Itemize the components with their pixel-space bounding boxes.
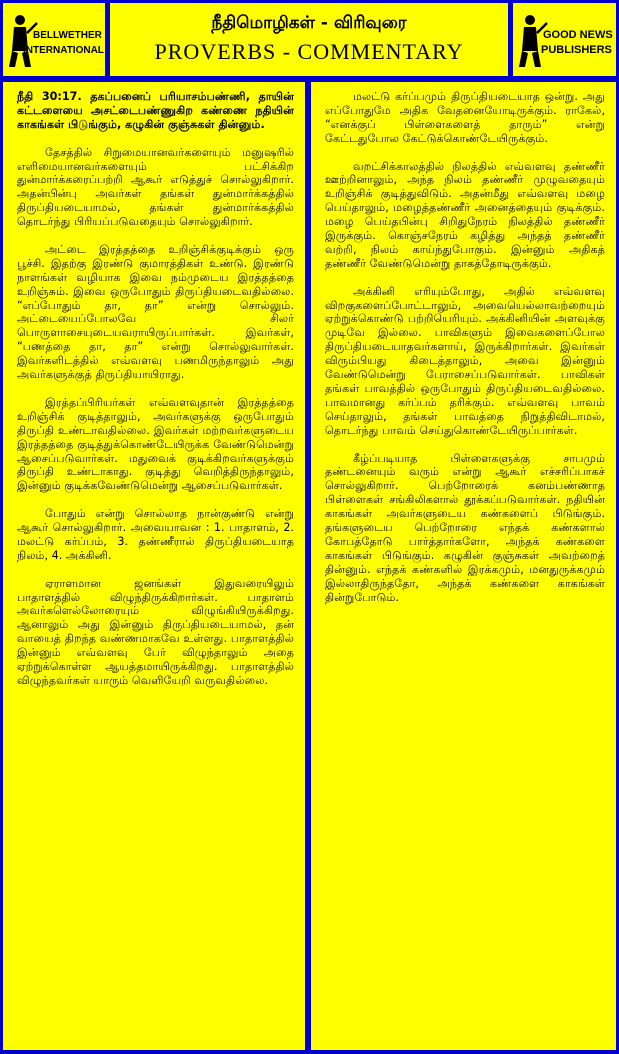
left-column [3,82,305,1050]
page-header [110,3,508,76]
bellwether-line1: BELLWETHER [33,30,102,41]
title-tamil: நீதிமொழிகள் - விரிவுரை [211,13,407,33]
paragraph: தேசத்தில் சிறுமையானவர்களையும் மனுஷரில் எளிமையானவர்களையும் பட்சிக்கிற துன்மார்க்கரைப்பற்றி ஆகூர் எடுத்துச் சொல்லுகிறார். அதன்பின்பு அவர்கள் தங்கள் துன்மார்க்கத்தில் திருப்தியடையாமல், தங்கள் துன்மார்க்கத்தில் தொடர்ந்து பிரியப்படுவதையும் சொல்லுகிறார். [17,145,294,229]
good-news-line2: PUBLISHERS [541,44,612,56]
paragraph: வறட்சிக்காலத்தில் நிலத்தில் எவ்வளவு தண்ணீர் ஊற்றினாலும், அந்த நிலம் தண்ணீர் முழுவதையும் உறிஞ்சிக் குடித்துவிடும். அதன்மீது எவ்வளவு மழை பெய்தாலும், மழைத்தண்ணீர் அனைத்தையும் குடிக்கும். மழை பெய்தபின்பு சிறிதுநேரம் நிலத்தில் தண்ணீர் இருக்கும். கொஞ்சநேரம் கழித்து அந்தத் தண்ணீர் வற்றி, நிலம் காய்ந்துபோகும். இன்னும் அதிகத் தண்ணீர் வேண்டுமென்று தாகத்தோடிருக்கும். [325,159,605,270]
right-column [311,82,616,1050]
bellwether-logo [3,3,105,76]
paragraph: அக்கினி எரியும்போது, அதில் எவ்வளவு விறகுகளைப்போட்டாலும், அவையெல்லாவற்றையும் ஏற்றுக்கொண்டு பற்றியெரியும். அக்கினியின் அளவுக்கு முடிவே இல்லை. பாவிகளும் இவைகளைப்போல திருப்தியடையாதவர்களாய், இருக்கிறார்கள். இவர்கள் விரும்பியது கிடைத்தாலும், அவை இன்னும் வேண்டுமென்று பேராசைப்படுவார்கள். பாவிகள் தங்கள் பாவத்தில் ஒருபோதும் திருப்தியடைவதில்லை. பாவமானது கர்ப்பம் தரிக்கும். எவ்வளவு பாவம் செய்தாலும், தங்கள் பாவத்தை நிறுத்திவிடாமல், தொடர்ந்து பாவம் செய்துகொண்டேயிருப்பார்கள். [325,284,605,437]
bellwether-line2: INTERNATIONAL [23,45,104,56]
paragraph: ஏராளமான ஜனங்கள் இதுவரையிலும் பாதாளத்தில் விழுந்திருக்கிறார்கள். பாதாளம் அவர்களெல்லோரையும் விழுங்கியிருக்கிறது. ஆனாலும் அது இன்னும் திருப்தியடையாமல், தன் வாயைத் திறந்த வண்ணமாகவே உள்ளது. பாதாளத்தில் இன்னும் எவ்வளவு பேர் விழுந்தாலும் அதை ஏற்றுக்கொள்ள ஆயத்தமாயிருக்கிறது. பாதாளத்தில் விழுந்தவர்கள் யாரும் வெளியேறி வருவதில்லை. [17,576,294,687]
paragraph: போதும் என்று சொல்லாத நான்குண்டு என்று ஆகூர் சொல்லுகிறார். அவையாவன : 1. பாதாளம், 2. மலட்டு கர்ப்பம், 3. தண்ணீரால் திருப்தியடையாத நிலம், 4. அக்கினி. [17,507,294,562]
verse-text: நீதி 30:17. தகப்பனைப் பரியாசம்பண்ணி, தாயின் கட்டளையை அசட்டைபண்ணுகிற கண்ணை நதியின் காகங்கள் பிடுங்கும், கழுகின் குஞ்சுகள் தின்னும். [17,90,294,131]
paragraph: மலட்டு கர்ப்பமும் திருப்தியடையாத ஒன்று. அது எப்போதுமே அதிக வேதனையோடிருக்கும். ராகேல், “எனக்குப் பிள்ளைகளைத் தாரும்” என்று கேட்டதுபோல கேட்டுக்கொண்டேயிருக்கும். [325,90,605,145]
good-news-line1: GOOD NEWS [543,29,613,41]
paragraph: இரத்தப்பிரியர்கள் எவ்வளவுதான் இரத்தத்தை உறிஞ்சிக் குடித்தாலும், அவர்களுக்கு ஒருபோதும் திருப்தி உண்டாவதில்லை. இவர்கள் மற்றவர்களுடைய இரத்தத்தை குடித்துக்கொண்டேயிருக்க வேண்டுமென்று ஆசைப்படுவார்கள். மதுவைக் குடிக்கிறவர்களுக்கும் திருப்தி உண்டாகாது. குடித்து வெறித்திருந்தாலும், இன்னும் குடிக்கவேண்டுமென்று ஆசைப்படுவார்கள். [17,395,294,493]
paragraph: கீழ்ப்படியாத பிள்ளைகளுக்கு சாபமும் தண்டனையும் வரும் என்று ஆகூர் எச்சரிப்பாகச் சொல்லுகிறார். பெற்றோரைக் கனம்பண்ணாத பிள்ளைகள் சங்கிலிகளால் தூக்கப்படுவார்கள். நதியின் காகங்கள் அவர்களுடைய கண்களைப் பிடுங்கும். தங்களுடைய பெற்றோரை எந்தக் கண்களால் கோபத்தோடு பார்த்தார்களோ, அந்தக் கண்களை காகங்கள் பிடுங்கும். கழுகின் குஞ்சுகள் அவற்றைத் தின்னும். எந்தக் கண்களில் இரக்கமும், மனதுருக்கமும் இல்லாதிருந்ததோ, அந்தக் கண்களை காகங்கள் தின்றுபோடும். [325,451,605,604]
good-news-logo [513,3,616,76]
paragraph: அட்டை இரத்தத்தை உறிஞ்சிக்குடிக்கும் ஒரு பூச்சி. இதற்கு இரண்டு குமாரத்திகள் உண்டு. இரண்டு நாளங்கள் வழியாக இவை நம்முடைய இரத்தத்தை உறிஞ்சும். இவை ஒருபோதும் திருப்தியடைவதில்லை. “எப்போதும் தா, தா” என்று சொல்லும். அட்டையைப்போலவே சிலர் பொருளாசையுடையவராயிருப்பார்கள். இவர்கள், “பணத்தை தா, தா” என்று சொல்லுவார்கள். இவர்களிடத்தில் எவ்வளவு பணமிருந்தாலும் அது அவர்களுக்குத் திருப்தியாயிராது. [17,242,294,382]
title-english: PROVERBS - COMMENTARY [154,39,464,64]
